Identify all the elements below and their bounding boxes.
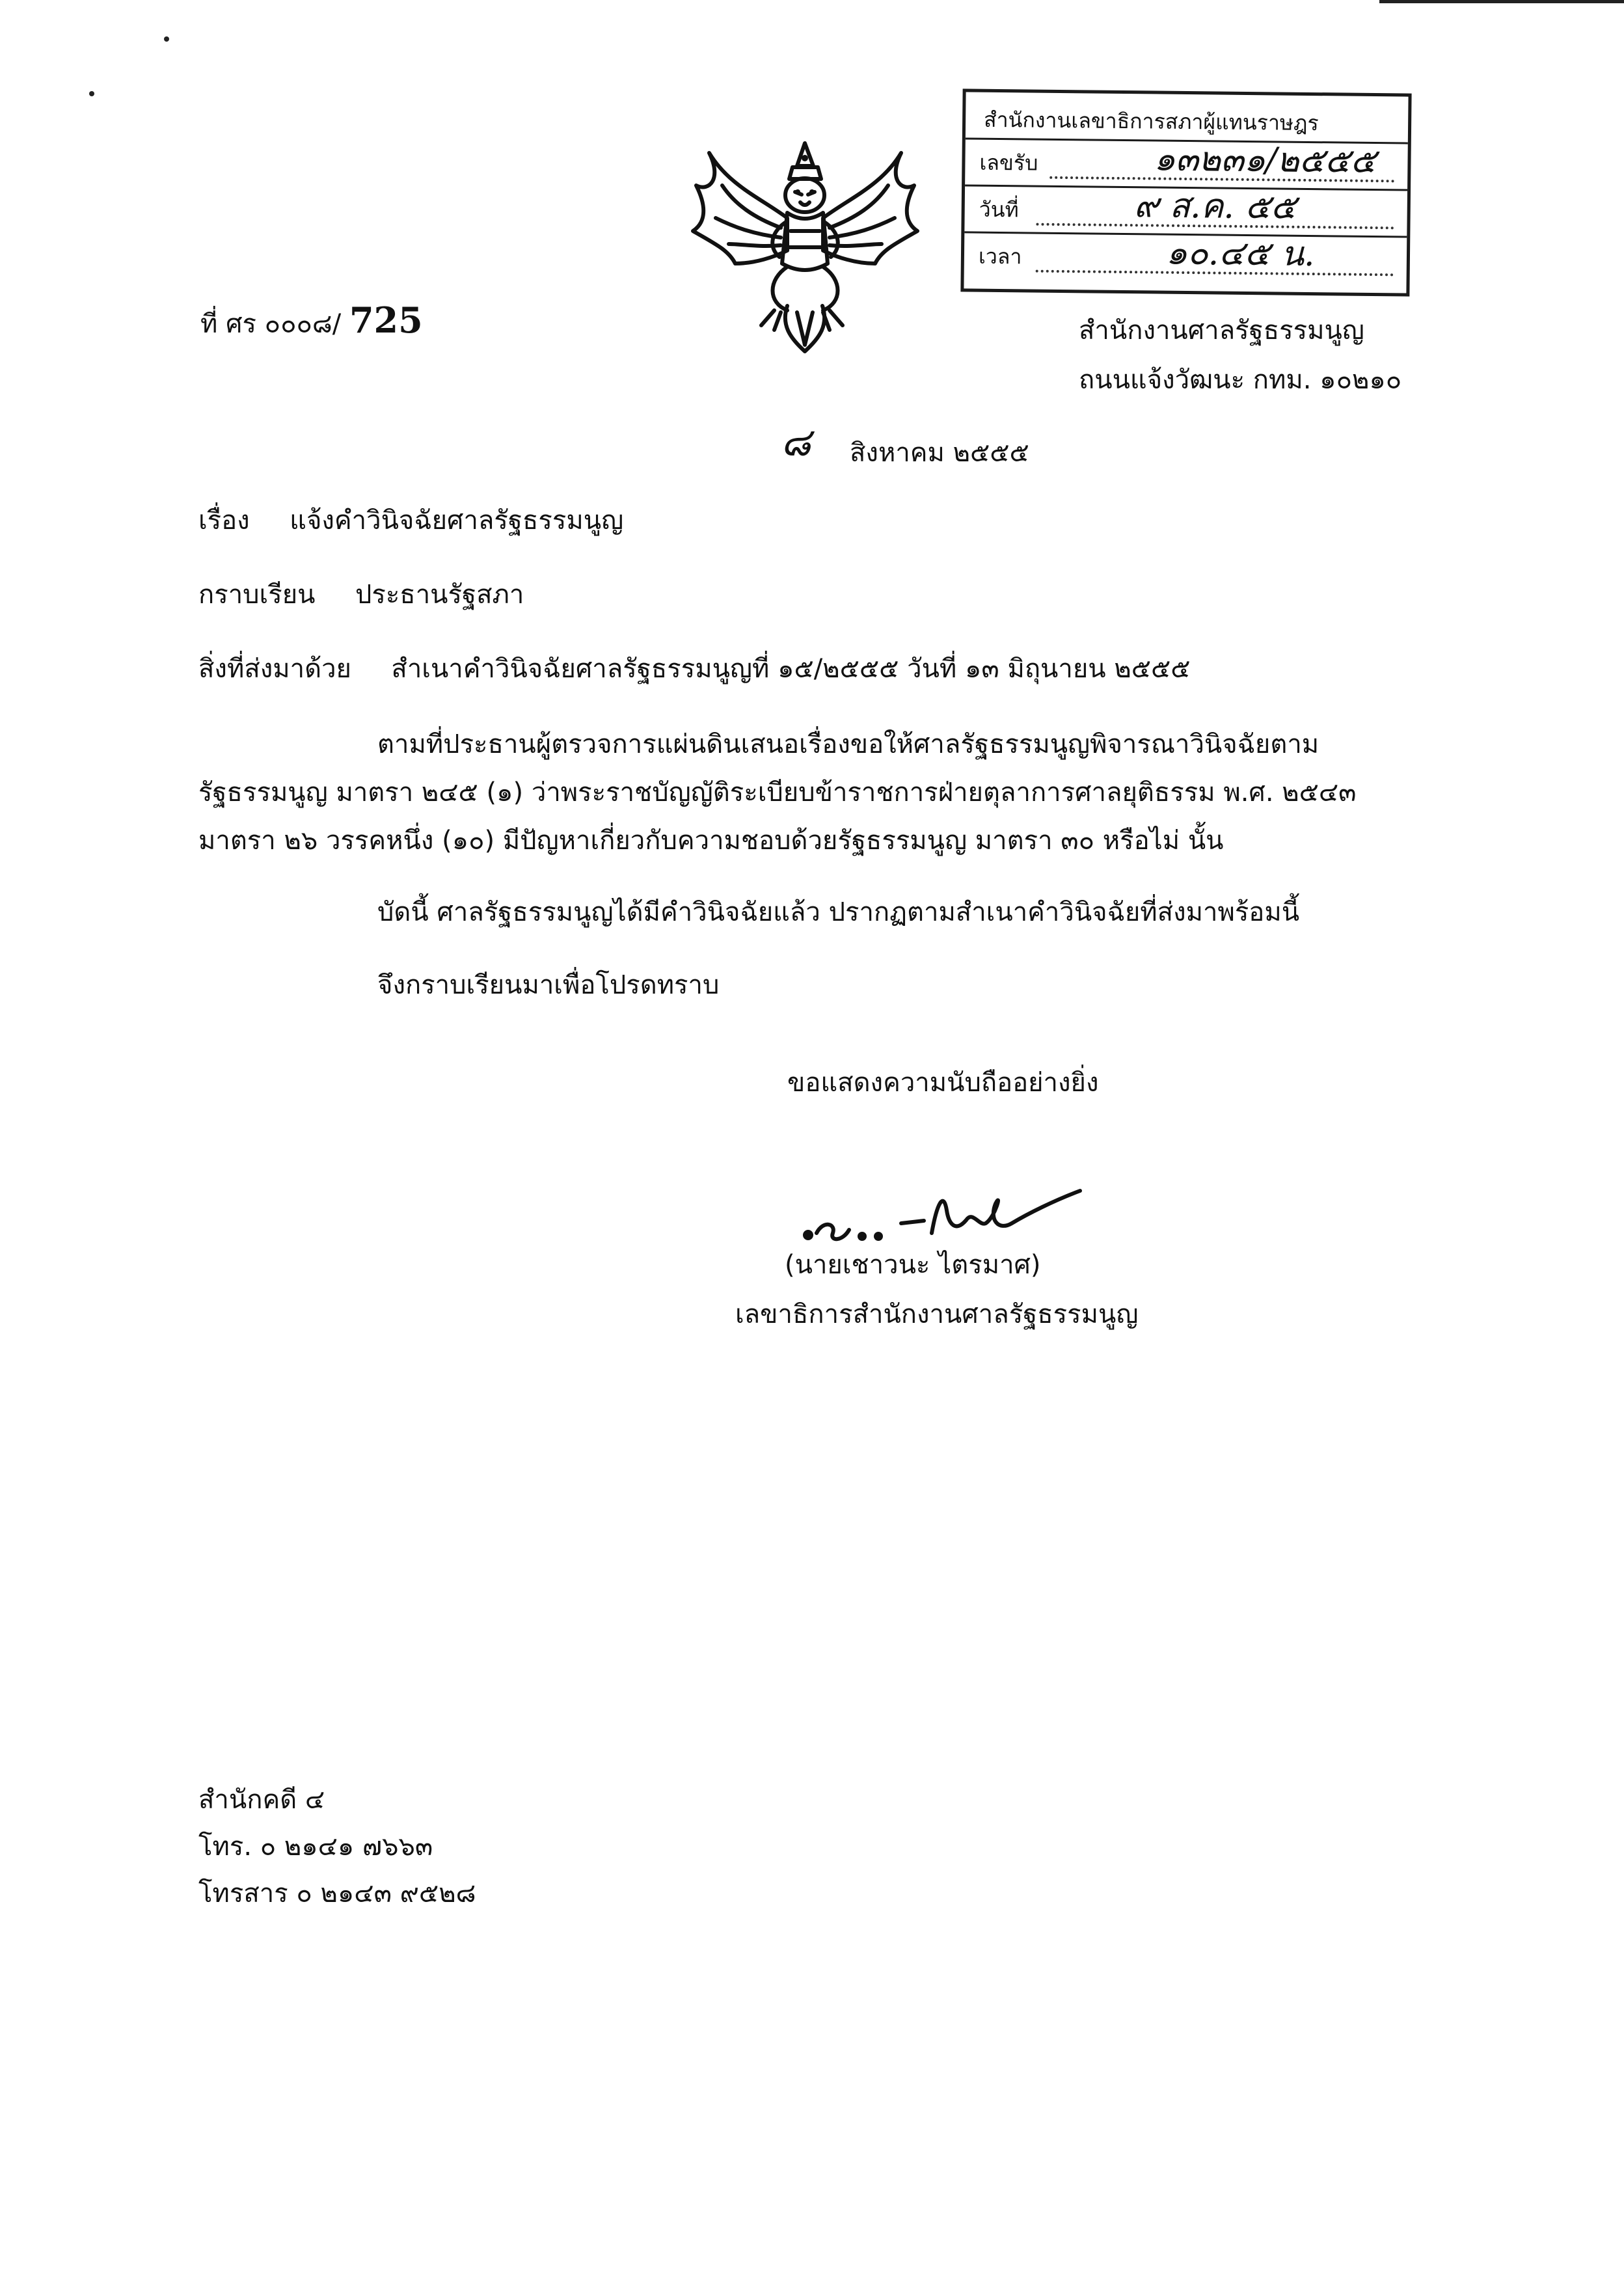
reference-prefix: ที่ ศร ๐๐๐๘/ bbox=[200, 309, 342, 339]
scan-speck bbox=[164, 36, 169, 42]
subject-label: เรื่อง bbox=[198, 506, 250, 536]
enclosure-line bbox=[198, 653, 1191, 685]
body-paragraph-3: จึงกราบเรียนมาเพื่อโปรดทราบ bbox=[377, 970, 720, 1000]
body-paragraph-2: บัดนี้ ศาลรัฐธรรมนูญได้มีคำวินิจฉัยแล้ว ปรากฏตามสำเนาคำวินิจฉัยที่ส่งมาพร้อมนี้ bbox=[377, 897, 1300, 927]
sender-address: ถนนแจ้งวัฒนะ กทม. ๑๐๒๑๐ bbox=[1079, 365, 1402, 395]
top-edge-rule bbox=[1379, 0, 1624, 3]
receipt-stamp bbox=[960, 88, 1411, 296]
stamp-date-row bbox=[979, 197, 1019, 223]
footer-department: สำนักคดี ๔ bbox=[198, 1785, 325, 1815]
signer-name: (นายเชาวนะ ไตรมาศ) bbox=[785, 1250, 1041, 1280]
garuda-emblem-icon bbox=[683, 140, 927, 355]
subject-text: แจ้งคำวินิจฉัยศาลรัฐธรรมนูญ bbox=[290, 506, 624, 536]
scan-speck bbox=[89, 91, 94, 96]
body-paragraph-1-line-3: มาตรา ๒๖ วรรคหนึ่ง (๑๐) มีปัญหาเกี่ยวกับความชอบด้วยรัฐธรรมนูญ มาตรา ๓๐ หรือไม่ นั้น bbox=[198, 826, 1224, 856]
date-month-year: สิงหาคม ๒๕๕๕ bbox=[850, 438, 1029, 468]
footer-fax: โทรสาร ๐ ๒๑๔๓ ๙๕๒๘ bbox=[198, 1879, 476, 1908]
stamp-date-label: วันที่ bbox=[979, 197, 1019, 223]
stamp-time-value: ๑๐.๔๕ น. bbox=[1165, 233, 1315, 275]
date-day-handwritten: ๘ bbox=[781, 420, 811, 465]
stamp-time-label: เวลา bbox=[978, 243, 1022, 269]
enclosure-text: สำเนาคำวินิจฉัยศาลรัฐธรรมนูญที่ ๑๕/๒๕๕๕ วันที่ ๑๓ มิถุนายน ๒๕๕๕ bbox=[391, 654, 1191, 684]
handwritten-signature bbox=[781, 1171, 1106, 1256]
stamp-receipt-value: ๑๓๒๓๑/๒๕๕๕ bbox=[1154, 139, 1377, 182]
sender-office: สำนักงานศาลรัฐธรรมนูญ bbox=[1079, 316, 1364, 346]
recipient-line bbox=[198, 579, 524, 610]
signer-title: เลขาธิการสำนักงานศาลรัฐธรรมนูญ bbox=[735, 1299, 1139, 1329]
reference-number-value: 725 bbox=[349, 299, 423, 341]
footer-phone: โทร. ๐ ๒๑๔๑ ๗๖๖๓ bbox=[198, 1832, 433, 1862]
stamp-receipt-label: เลขรับ bbox=[979, 150, 1038, 176]
subject-line bbox=[198, 505, 623, 536]
stamp-time-row bbox=[979, 243, 1022, 270]
body-paragraph-1-line-1: ตามที่ประธานผู้ตรวจการแผ่นดินเสนอเรื่องขอให้ศาลรัฐธรรมนูญพิจารณาวินิจฉัยตาม bbox=[377, 729, 1320, 759]
recipient-text: ประธานรัฐสภา bbox=[355, 580, 524, 610]
stamp-date-value: ๙ ส.ค. ๕๕ bbox=[1133, 186, 1297, 227]
enclosure-label: สิ่งที่ส่งมาด้วย bbox=[198, 654, 351, 684]
stamp-receipt-row bbox=[979, 150, 1038, 176]
body-paragraph-1-line-2: รัฐธรรมนูญ มาตรา ๒๔๕ (๑) ว่าพระราชบัญญัติระเบียบข้าราชการฝ่ายตุลาการศาลยุติธรรม พ.ศ. ๒๕๔๓ bbox=[198, 778, 1357, 808]
stamp-title: สำนักงานเลขาธิการสภาผู้แทนราษฎร bbox=[983, 107, 1319, 136]
closing-salutation: ขอแสดงความนับถืออย่างยิ่ง bbox=[787, 1068, 1099, 1098]
reference-number bbox=[200, 299, 423, 341]
recipient-label: กราบเรียน bbox=[198, 580, 316, 610]
